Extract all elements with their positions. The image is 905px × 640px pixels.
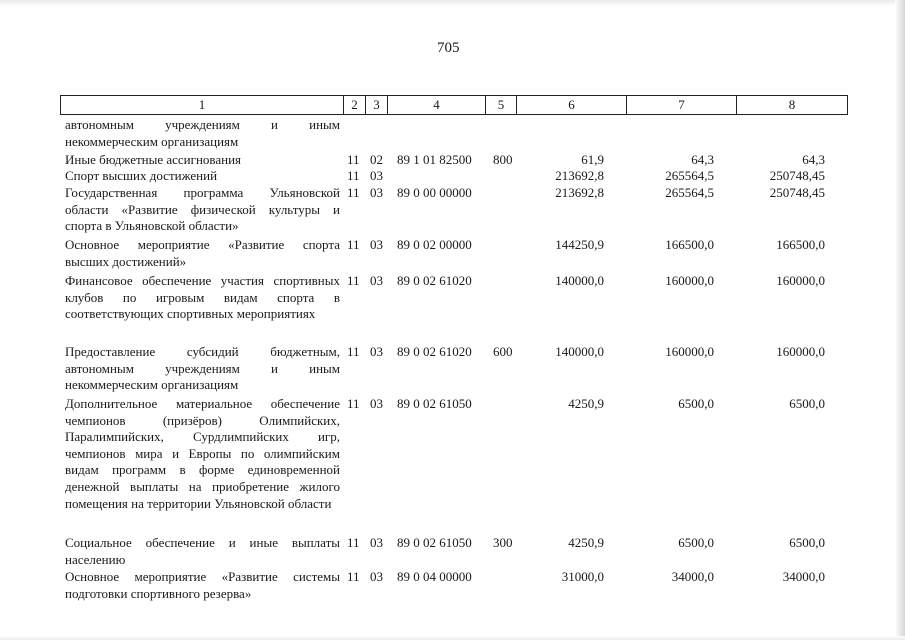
row-value-7: 160000,0: [665, 344, 714, 359]
row-value-6: 144250,9: [555, 237, 604, 252]
row-description: Дополнительное материальное обеспечение чемпионов (призёров) Олимпийских, Паралимпийских, Сурдлимпийских игр, чемпионов мира и Европы по олимпийским видам программ в форме единовременной денежной выплаты на приобретение жилого помещения на территории Ульяновской области: [65, 396, 340, 511]
row-value-7: 166500,0: [665, 237, 714, 252]
header-col-5: 5: [486, 96, 517, 115]
row-value-6: 4250,9: [568, 535, 604, 550]
scan-edge-bottom: [0, 636, 905, 640]
row-value-8: 160000,0: [776, 344, 825, 359]
row-value-8: 64,3: [802, 152, 825, 167]
row-description: Основное мероприятие «Развитие системы подготовки спортивного резерва»: [65, 569, 340, 601]
row-value-8: 34000,0: [782, 569, 825, 584]
row-description: Основное мероприятие «Развитие спорта высших достижений»: [65, 237, 340, 269]
row-value-7: 160000,0: [665, 273, 714, 288]
header-col-3: 3: [366, 96, 388, 115]
row-value-6: 31000,0: [561, 569, 604, 584]
row-target-code: 89 0 02 61020: [397, 344, 472, 359]
row-value-6: 4250,9: [568, 396, 604, 411]
row-target-code: 89 0 02 00000: [397, 237, 472, 252]
row-section: 11: [347, 273, 360, 288]
header-col-1: 1: [61, 96, 344, 115]
header-col-8: 8: [737, 96, 848, 115]
row-expense-type: 800: [493, 152, 513, 167]
row-value-8: 6500,0: [789, 396, 825, 411]
row-subsection: 03: [370, 396, 383, 411]
row-value-7: 6500,0: [678, 396, 714, 411]
row-section: 11: [347, 396, 360, 411]
header-col-6: 6: [517, 96, 627, 115]
row-value-7: 64,3: [691, 152, 714, 167]
row-description: Финансовое обеспечение участия спортивных клубов по игровым видам спорта в соответствующих спортивных мероприятиях: [65, 273, 340, 322]
page-number: 705: [437, 40, 460, 56]
row-description: автономным учреждениям и иным некоммерческим организациям: [65, 117, 340, 149]
row-subsection: 03: [370, 344, 383, 359]
row-description: Социальное обеспечение и иные выплаты населению: [65, 535, 340, 567]
row-value-7: 265564,5: [665, 168, 714, 183]
row-subsection: 03: [370, 273, 383, 288]
row-subsection: 03: [370, 535, 383, 550]
header-col-2: 2: [344, 96, 366, 115]
row-section: 11: [347, 185, 360, 200]
row-target-code: 89 1 01 82500: [397, 152, 472, 167]
row-value-6: 61,9: [581, 152, 604, 167]
row-expense-type: 300: [493, 535, 513, 550]
row-description: Иные бюджетные ассигнования: [65, 152, 242, 167]
row-value-8: 250748,45: [769, 185, 825, 200]
row-value-8: 250748,45: [769, 168, 825, 183]
row-value-8: 6500,0: [789, 535, 825, 550]
row-value-6: 213692,8: [555, 185, 604, 200]
row-target-code: 89 0 02 61050: [397, 396, 472, 411]
header-col-7: 7: [627, 96, 737, 115]
row-target-code: 89 0 02 61020: [397, 273, 472, 288]
row-subsection: 03: [370, 237, 383, 252]
row-section: 11: [347, 168, 360, 183]
header-col-4: 4: [388, 96, 486, 115]
row-value-6: 213692,8: [555, 168, 604, 183]
row-section: 11: [347, 535, 360, 550]
row-section: 11: [347, 344, 360, 359]
row-target-code: 89 0 02 61050: [397, 535, 472, 550]
row-value-7: 6500,0: [678, 535, 714, 550]
row-subsection: 02: [370, 152, 383, 167]
row-description: Спорт высших достижений: [65, 168, 218, 183]
row-value-6: 140000,0: [555, 344, 604, 359]
scan-edge-right: [895, 0, 905, 640]
row-target-code: 89 0 04 00000: [397, 569, 472, 584]
row-value-6: 140000,0: [555, 273, 604, 288]
row-section: 11: [347, 237, 360, 252]
row-subsection: 03: [370, 168, 383, 183]
row-description: Предоставление субсидий бюджетным, автономным учреждениям и иным некоммерческим организациям: [65, 344, 340, 393]
row-section: 11: [347, 569, 360, 584]
scan-edge-top: [0, 0, 905, 6]
row-subsection: 03: [370, 185, 383, 200]
row-description: Государственная программа Ульяновской области «Развитие физической культуры и спорта в Ульяновской области»: [65, 185, 340, 234]
row-subsection: 03: [370, 569, 383, 584]
table-header: [60, 95, 848, 115]
row-value-7: 34000,0: [671, 569, 714, 584]
row-section: 11: [347, 152, 360, 167]
row-value-8: 166500,0: [776, 237, 825, 252]
row-value-7: 265564,5: [665, 185, 714, 200]
row-value-8: 160000,0: [776, 273, 825, 288]
row-target-code: 89 0 00 00000: [397, 185, 472, 200]
row-expense-type: 600: [493, 344, 513, 359]
